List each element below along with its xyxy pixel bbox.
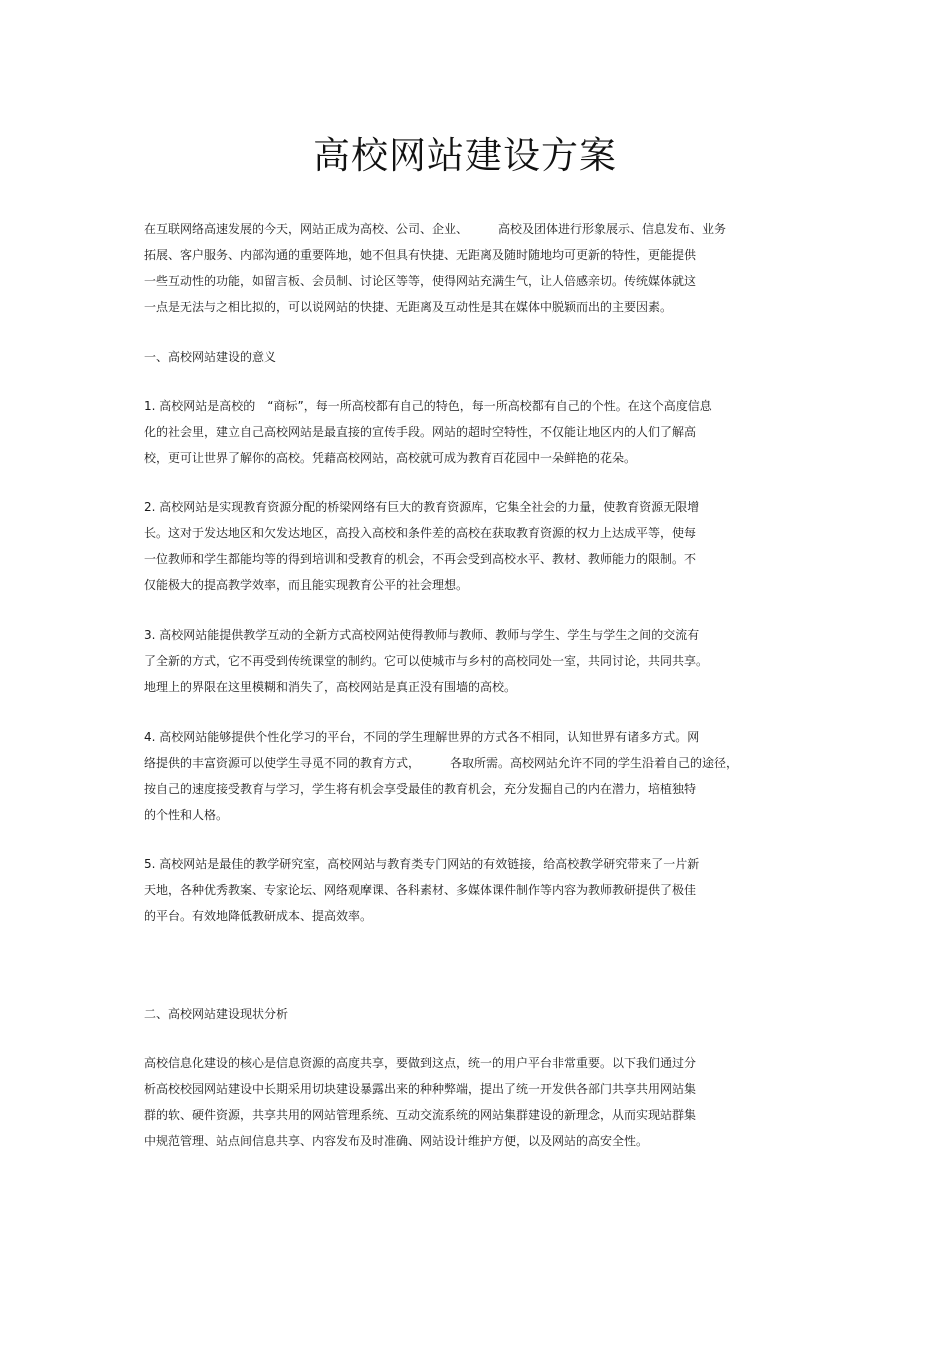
section-heading: 一、高校网站建设的意义: [144, 350, 277, 364]
intro-line: 拓展、客户服务、内部沟通的重要阵地，她不但具有快捷、无距离及随时随地均可更新的特性，更能提供: [144, 248, 697, 262]
intro-line: 一些互动性的功能，如留言板、会员制、讨论区等等，使得网站充满生气，让人倍感亲切。传统媒体就这: [144, 274, 697, 288]
paragraph-line: 了全新的方式，它不再受到传统课堂的制约。它可以使城市与乡村的高校同处一室，共同讨论，共同共享。: [144, 654, 709, 668]
paragraph-line: 化的社会里，建立自己高校网站是最直接的宣传手段。网站的超时空特性，不仅能让地区内的人们了解高: [144, 425, 697, 439]
paragraph-line: 的平台。有效地降低教研成本、提高效率。: [144, 909, 373, 923]
paragraph-line: 络提供的丰富资源可以使学生寻觅不同的教育方式， 各取所需。高校网站允许不同的学生沿着自己的途径，: [144, 756, 739, 770]
intro-line: 一点是无法与之相比拟的，可以说网站的快捷、无距离及互动性是其在媒体中脱颖而出的主要因素。: [144, 300, 673, 314]
paragraph-line: 地理上的界限在这里模糊和消失了，高校网站是真正没有围墙的高校。: [144, 680, 517, 694]
intro-line: 在互联网络高速发展的今天，网站正成为高校、公司、企业、 高校及团体进行形象展示、信息发布、业务: [144, 222, 727, 236]
paragraph-line: 按自己的速度接受教育与学习，学生将有机会享受最佳的教育机会，充分发掘自己的内在潜力，培植独特: [144, 782, 697, 796]
paragraph-line: 一位教师和学生都能均等的得到培训和受教育的机会，不再会受到高校水平、教材、教师能力的限制。不: [144, 552, 697, 566]
paragraph-line: 仅能极大的提高教学效率，而且能实现教育公平的社会理想。: [144, 578, 469, 592]
paragraph-line: 5. 高校网站是最佳的教学研究室，高校网站与教育类专门网站的有效链接，给高校教学研究带来了一片新: [144, 857, 700, 871]
paragraph-line: 中规范管理、站点间信息共享、内容发布及时准确、网站设计维护方便，以及网站的高安全性。: [144, 1134, 649, 1148]
paragraph-line: 高校信息化建设的核心是信息资源的高度共享，要做到这点，统一的用户平台非常重要。以下我们通过分: [144, 1056, 697, 1070]
paragraph-line: 群的软、硬件资源，共享共用的网站管理系统、互动交流系统的网站集群建设的新理念，从而实现站群集: [144, 1108, 697, 1122]
paragraph-line: 天地，各种优秀教案、专家论坛、网络观摩课、各科素材、多媒体课件制作等内容为教师教研提供了极佳: [144, 883, 697, 897]
paragraph-line: 1. 高校网站是高校的 “商标”，每一所高校都有自己的特色，每一所高校都有自己的个性。在这个高度信息: [144, 399, 712, 413]
paragraph-line: 4. 高校网站能够提供个性化学习的平台，不同的学生理解世界的方式各不相同，认知世界有诸多方式。网: [144, 730, 700, 744]
paragraph-line: 3. 高校网站能提供教学互动的全新方式高校网站使得教师与教师、教师与学生、学生与学生之间的交流有: [144, 628, 700, 642]
section-heading: 二、高校网站建设现状分析: [144, 1007, 289, 1021]
paragraph-line: 长。这对于发达地区和欠发达地区，高投入高校和条件差的高校在获取教育资源的权力上达成平等，使每: [144, 526, 697, 540]
paragraph-line: 析高校校园网站建设中长期采用切块建设暴露出来的种种弊端，提出了统一开发供各部门共享共用网站集: [144, 1082, 697, 1096]
paragraph-line: 2. 高校网站是实现教育资源分配的桥梁网络有巨大的教育资源库，它集全社会的力量，使教育资源无限增: [144, 500, 700, 514]
paragraph-line: 校，更可让世界了解你的高校。凭藉高校网站，高校就可成为教育百花园中一朵鲜艳的花朵。: [144, 451, 637, 465]
page-title: 高校网站建设方案: [313, 134, 617, 177]
paragraph-line: 的个性和人格。: [144, 808, 229, 822]
